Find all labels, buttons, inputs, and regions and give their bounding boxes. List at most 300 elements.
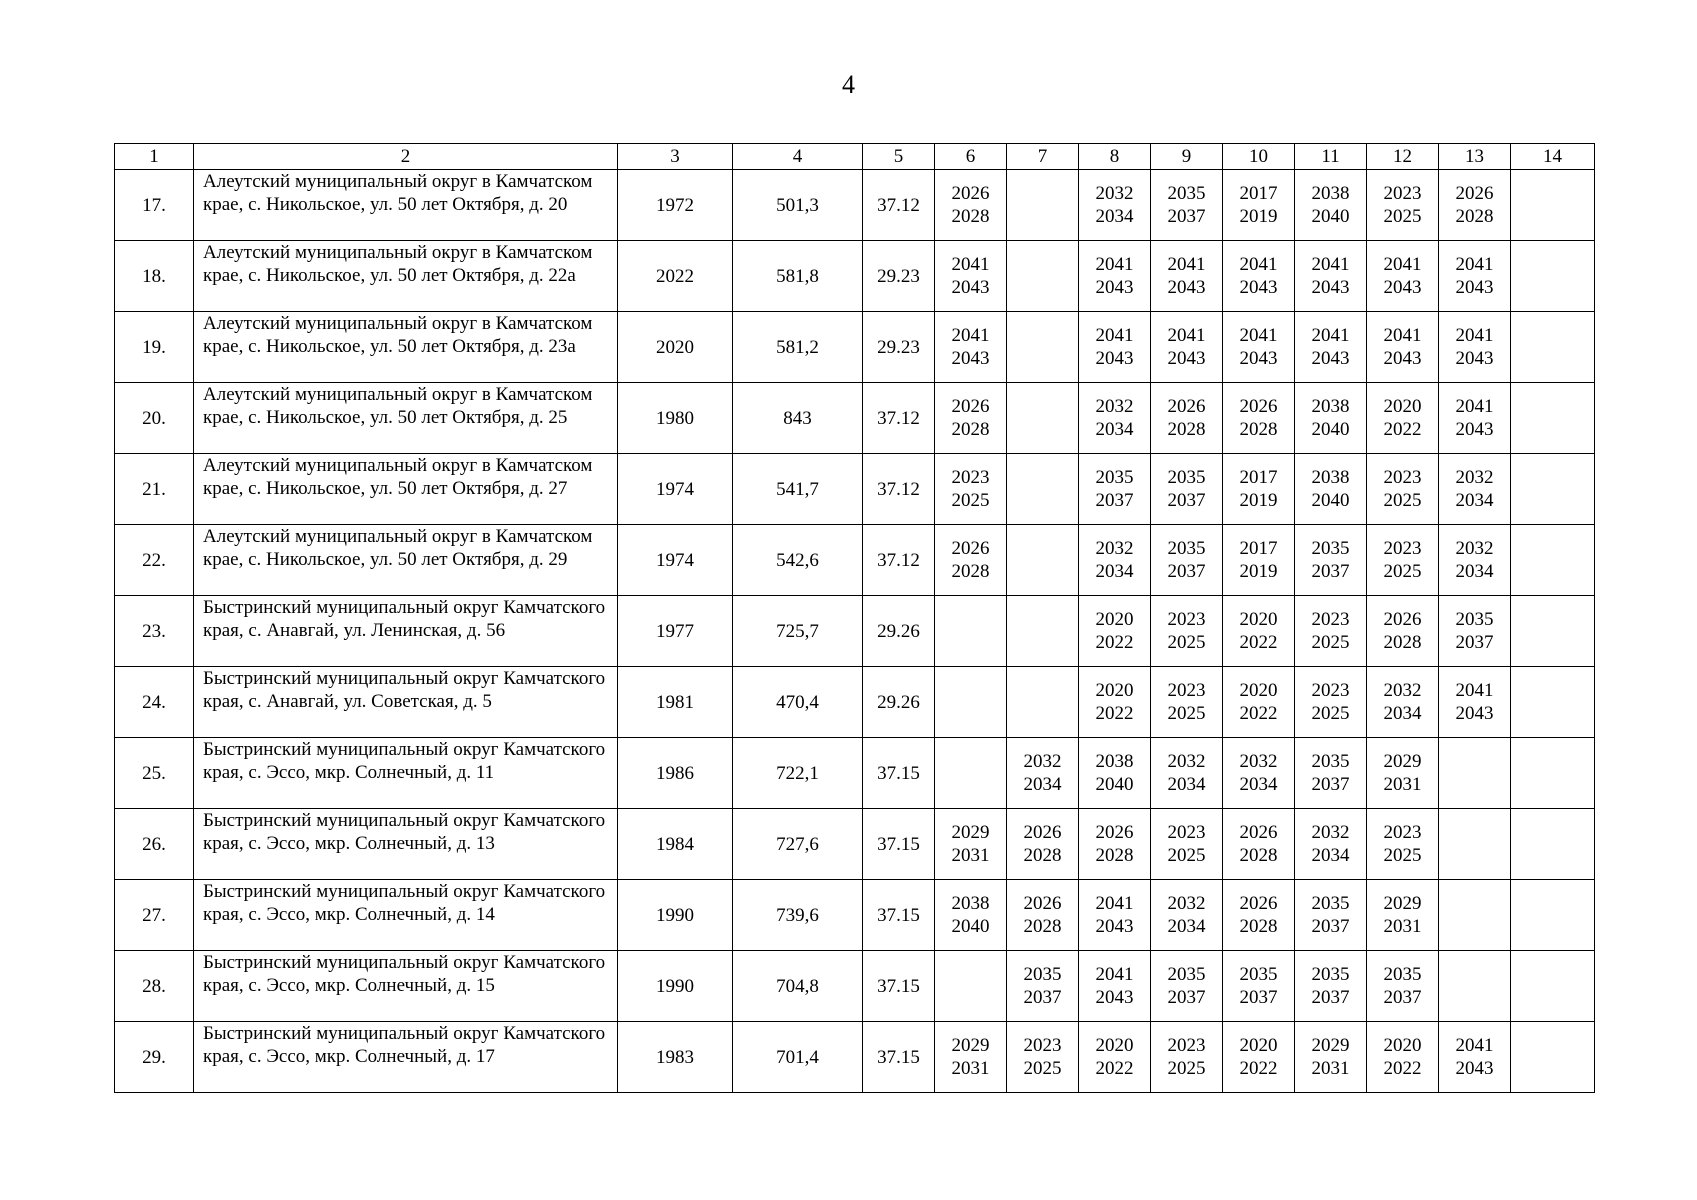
column-number: 5 — [863, 144, 935, 170]
period-cell — [1367, 951, 1439, 1022]
period-cell — [1439, 454, 1511, 525]
period-start-year: 2035 — [1455, 609, 1494, 630]
period-cell — [1223, 383, 1295, 454]
year-built-cell: 1977 — [618, 596, 733, 667]
period-start-year: 2041 — [1095, 325, 1134, 346]
period-start-year: 2020 — [1239, 1035, 1278, 1056]
period-start-year: 2038 — [1311, 396, 1350, 417]
year-built-cell: 1974 — [618, 454, 733, 525]
column-number: 7 — [1007, 144, 1079, 170]
code-cell: 37.15 — [863, 880, 935, 951]
period-end-year: 2037 — [1095, 490, 1134, 511]
table-row — [115, 383, 1595, 454]
period-end-year: 2022 — [1095, 703, 1134, 724]
period-end-year: 2037 — [1167, 206, 1206, 227]
period-cell — [1007, 454, 1079, 525]
period-end-year: 2019 — [1239, 490, 1278, 511]
period-end-year: 2043 — [1239, 277, 1278, 298]
year-built-cell: 1980 — [618, 383, 733, 454]
table-body — [115, 144, 1595, 1093]
period-cell — [1439, 738, 1511, 809]
period-end-year: 2034 — [1095, 561, 1134, 582]
period-start-year: 2041 — [1167, 325, 1206, 346]
table-row — [115, 525, 1595, 596]
period-end-year: 2025 — [1383, 490, 1422, 511]
period-cell — [1295, 1022, 1367, 1093]
period-end-year: 2043 — [1383, 277, 1422, 298]
period-end-year: 2028 — [1023, 845, 1062, 866]
year-built-cell: 1974 — [618, 525, 733, 596]
period-end-year: 2025 — [1167, 1058, 1206, 1079]
period-start-year: 2026 — [1023, 893, 1062, 914]
period-end-year: 2028 — [1239, 419, 1278, 440]
period-end-year: 2043 — [1095, 987, 1134, 1008]
period-cell — [1295, 667, 1367, 738]
period-end-year: 2022 — [1095, 1058, 1134, 1079]
period-end-year: 2028 — [1239, 916, 1278, 937]
period-cell — [1439, 383, 1511, 454]
period-cell — [1151, 454, 1223, 525]
period-end-year: 2037 — [1167, 561, 1206, 582]
period-cell — [1439, 951, 1511, 1022]
period-cell — [1511, 454, 1595, 525]
column-number: 3 — [618, 144, 733, 170]
period-start-year: 2032 — [1095, 183, 1134, 204]
column-number: 8 — [1079, 144, 1151, 170]
period-start-year: 2029 — [951, 1035, 990, 1056]
table-row — [115, 1022, 1595, 1093]
table-row — [115, 454, 1595, 525]
period-cell — [1367, 596, 1439, 667]
period-start-year: 2032 — [1167, 751, 1206, 772]
period-end-year: 2037 — [1023, 987, 1062, 1008]
period-end-year: 2043 — [1239, 348, 1278, 369]
period-end-year: 2043 — [1383, 348, 1422, 369]
period-start-year: 2041 — [951, 325, 990, 346]
period-start-year: 2023 — [1383, 467, 1422, 488]
period-start-year: 2023 — [1023, 1035, 1062, 1056]
period-cell — [1439, 1022, 1511, 1093]
period-cell — [1151, 951, 1223, 1022]
period-cell — [1079, 170, 1151, 241]
period-start-year: 2026 — [1239, 893, 1278, 914]
row-number-cell: 26. — [115, 809, 194, 880]
area-cell: 843 — [733, 383, 863, 454]
period-start-year: 2023 — [1383, 538, 1422, 559]
period-cell — [1367, 667, 1439, 738]
row-number-cell: 19. — [115, 312, 194, 383]
period-start-year: 2032 — [1455, 538, 1494, 559]
period-end-year: 2028 — [1167, 419, 1206, 440]
period-cell — [1439, 170, 1511, 241]
period-start-year: 2017 — [1239, 183, 1278, 204]
period-start-year: 2023 — [951, 467, 990, 488]
period-end-year: 2025 — [1383, 845, 1422, 866]
year-built-cell: 1990 — [618, 951, 733, 1022]
period-start-year: 2041 — [1167, 254, 1206, 275]
code-cell: 29.23 — [863, 312, 935, 383]
row-number-cell: 20. — [115, 383, 194, 454]
period-end-year: 2022 — [1095, 632, 1134, 653]
period-cell — [1511, 241, 1595, 312]
area-cell: 725,7 — [733, 596, 863, 667]
period-start-year: 2023 — [1383, 822, 1422, 843]
area-cell: 701,4 — [733, 1022, 863, 1093]
period-start-year: 2035 — [1167, 964, 1206, 985]
period-cell — [1511, 951, 1595, 1022]
period-cell — [1223, 1022, 1295, 1093]
period-cell — [1367, 454, 1439, 525]
period-cell — [1151, 1022, 1223, 1093]
period-cell — [935, 170, 1007, 241]
year-built-cell: 1972 — [618, 170, 733, 241]
period-cell — [1151, 525, 1223, 596]
period-cell — [1439, 525, 1511, 596]
address-cell: Быстринский муниципальный округ Камчатского края, с. Анавгай, ул. Советская, д. 5 — [194, 667, 618, 738]
period-end-year: 2043 — [1311, 348, 1350, 369]
period-end-year: 2043 — [1167, 348, 1206, 369]
period-end-year: 2022 — [1383, 419, 1422, 440]
period-cell — [1079, 667, 1151, 738]
period-start-year: 2035 — [1311, 964, 1350, 985]
repair-schedule-table — [114, 143, 1595, 1093]
code-cell: 37.12 — [863, 454, 935, 525]
period-end-year: 2022 — [1239, 703, 1278, 724]
code-cell: 37.12 — [863, 170, 935, 241]
period-cell — [1079, 880, 1151, 951]
period-end-year: 2034 — [1023, 774, 1062, 795]
period-end-year: 2043 — [1095, 277, 1134, 298]
period-end-year: 2037 — [1311, 916, 1350, 937]
period-start-year: 2023 — [1311, 609, 1350, 630]
address-cell: Быстринский муниципальный округ Камчатского края, с. Эссо, мкр. Солнечный, д. 11 — [194, 738, 618, 809]
period-end-year: 2043 — [951, 348, 990, 369]
period-start-year: 2023 — [1383, 183, 1422, 204]
table-row — [115, 951, 1595, 1022]
period-cell — [1511, 525, 1595, 596]
period-cell — [1151, 312, 1223, 383]
year-built-cell: 1986 — [618, 738, 733, 809]
column-number: 6 — [935, 144, 1007, 170]
period-cell — [1295, 454, 1367, 525]
period-end-year: 2043 — [1455, 348, 1494, 369]
period-end-year: 2022 — [1239, 632, 1278, 653]
period-cell — [1295, 596, 1367, 667]
row-number-cell: 22. — [115, 525, 194, 596]
period-end-year: 2034 — [1455, 490, 1494, 511]
period-end-year: 2028 — [951, 206, 990, 227]
period-end-year: 2043 — [1311, 277, 1350, 298]
period-start-year: 2032 — [1095, 538, 1134, 559]
table-row — [115, 667, 1595, 738]
period-end-year: 2043 — [1095, 916, 1134, 937]
period-start-year: 2020 — [1095, 680, 1134, 701]
period-end-year: 2037 — [1311, 774, 1350, 795]
period-start-year: 2026 — [951, 538, 990, 559]
area-cell: 581,8 — [733, 241, 863, 312]
period-cell — [1223, 951, 1295, 1022]
period-end-year: 2034 — [1239, 774, 1278, 795]
address-cell: Алеутский муниципальный округ в Камчатском крае, с. Никольское, ул. 50 лет Октября, д. 25 — [194, 383, 618, 454]
period-start-year: 2029 — [1383, 751, 1422, 772]
period-cell — [1007, 170, 1079, 241]
code-cell: 29.23 — [863, 241, 935, 312]
period-end-year: 2034 — [1095, 419, 1134, 440]
period-cell — [935, 525, 1007, 596]
period-start-year: 2041 — [1311, 254, 1350, 275]
period-start-year: 2041 — [1095, 893, 1134, 914]
period-cell — [1367, 880, 1439, 951]
period-cell — [1151, 170, 1223, 241]
period-cell — [1295, 312, 1367, 383]
period-start-year: 2041 — [1455, 680, 1494, 701]
period-end-year: 2025 — [1383, 206, 1422, 227]
area-cell: 722,1 — [733, 738, 863, 809]
period-end-year: 2037 — [1167, 987, 1206, 1008]
period-cell — [1007, 809, 1079, 880]
period-cell — [935, 383, 1007, 454]
period-start-year: 2035 — [1239, 964, 1278, 985]
code-cell: 37.15 — [863, 1022, 935, 1093]
period-cell — [1223, 809, 1295, 880]
area-cell: 542,6 — [733, 525, 863, 596]
period-cell — [1007, 951, 1079, 1022]
period-end-year: 2040 — [1311, 419, 1350, 440]
period-start-year: 2032 — [1239, 751, 1278, 772]
column-number: 2 — [194, 144, 618, 170]
period-end-year: 2028 — [1455, 206, 1494, 227]
period-start-year: 2020 — [1239, 680, 1278, 701]
period-start-year: 2032 — [1023, 751, 1062, 772]
code-cell: 37.12 — [863, 383, 935, 454]
period-end-year: 2040 — [1311, 490, 1350, 511]
row-number-cell: 25. — [115, 738, 194, 809]
period-end-year: 2028 — [1095, 845, 1134, 866]
period-start-year: 2020 — [1383, 1035, 1422, 1056]
period-cell — [1079, 738, 1151, 809]
year-built-cell: 1990 — [618, 880, 733, 951]
table-row — [115, 880, 1595, 951]
period-end-year: 2025 — [1311, 703, 1350, 724]
period-cell — [1079, 454, 1151, 525]
row-number-cell: 27. — [115, 880, 194, 951]
row-number-cell: 24. — [115, 667, 194, 738]
period-cell — [1367, 170, 1439, 241]
period-end-year: 2031 — [951, 845, 990, 866]
period-cell — [935, 809, 1007, 880]
period-end-year: 2028 — [951, 419, 990, 440]
period-end-year: 2040 — [1095, 774, 1134, 795]
period-cell — [1007, 738, 1079, 809]
period-end-year: 2043 — [1455, 277, 1494, 298]
column-number: 12 — [1367, 144, 1439, 170]
period-cell — [1223, 525, 1295, 596]
period-start-year: 2032 — [1311, 822, 1350, 843]
period-cell — [1295, 525, 1367, 596]
column-number: 4 — [733, 144, 863, 170]
period-cell — [935, 667, 1007, 738]
period-cell — [1511, 880, 1595, 951]
year-built-cell: 2020 — [618, 312, 733, 383]
period-start-year: 2035 — [1167, 467, 1206, 488]
period-start-year: 2023 — [1167, 822, 1206, 843]
period-start-year: 2017 — [1239, 467, 1278, 488]
period-cell — [1223, 241, 1295, 312]
column-number: 13 — [1439, 144, 1511, 170]
period-cell — [1223, 596, 1295, 667]
period-cell — [1367, 525, 1439, 596]
period-cell — [1511, 312, 1595, 383]
period-cell — [935, 880, 1007, 951]
period-start-year: 2026 — [1239, 396, 1278, 417]
column-number: 9 — [1151, 144, 1223, 170]
period-cell — [1367, 241, 1439, 312]
period-start-year: 2029 — [951, 822, 990, 843]
period-end-year: 2028 — [1023, 916, 1062, 937]
period-cell — [1079, 383, 1151, 454]
period-start-year: 2035 — [1311, 751, 1350, 772]
row-number-cell: 23. — [115, 596, 194, 667]
address-cell: Быстринский муниципальный округ Камчатского края, с. Эссо, мкр. Солнечный, д. 13 — [194, 809, 618, 880]
period-cell — [1295, 241, 1367, 312]
period-cell — [1151, 596, 1223, 667]
period-cell — [935, 241, 1007, 312]
column-number: 14 — [1511, 144, 1595, 170]
area-cell: 470,4 — [733, 667, 863, 738]
year-built-cell: 1983 — [618, 1022, 733, 1093]
period-start-year: 2035 — [1023, 964, 1062, 985]
row-number-cell: 21. — [115, 454, 194, 525]
period-start-year: 2035 — [1311, 538, 1350, 559]
period-start-year: 2023 — [1311, 680, 1350, 701]
period-cell — [1007, 312, 1079, 383]
period-end-year: 2034 — [1167, 774, 1206, 795]
period-cell — [1007, 241, 1079, 312]
period-cell — [1007, 1022, 1079, 1093]
period-start-year: 2020 — [1383, 396, 1422, 417]
address-cell: Быстринский муниципальный округ Камчатского края, с. Эссо, мкр. Солнечный, д. 17 — [194, 1022, 618, 1093]
period-cell — [1511, 1022, 1595, 1093]
period-cell — [1079, 1022, 1151, 1093]
column-number: 11 — [1295, 144, 1367, 170]
period-end-year: 2025 — [951, 490, 990, 511]
period-start-year: 2029 — [1383, 893, 1422, 914]
period-cell — [1439, 880, 1511, 951]
period-start-year: 2035 — [1167, 183, 1206, 204]
period-cell — [1223, 880, 1295, 951]
period-end-year: 2025 — [1023, 1058, 1062, 1079]
period-cell — [1079, 809, 1151, 880]
period-start-year: 2026 — [1239, 822, 1278, 843]
period-cell — [935, 738, 1007, 809]
period-start-year: 2041 — [1095, 254, 1134, 275]
period-cell — [1151, 241, 1223, 312]
period-end-year: 2031 — [1383, 774, 1422, 795]
page-number: 4 — [842, 70, 855, 99]
period-start-year: 2023 — [1167, 1035, 1206, 1056]
period-end-year: 2043 — [951, 277, 990, 298]
period-end-year: 2019 — [1239, 561, 1278, 582]
period-cell — [1079, 525, 1151, 596]
table-row — [115, 738, 1595, 809]
period-start-year: 2035 — [1095, 467, 1134, 488]
code-cell: 37.15 — [863, 951, 935, 1022]
period-cell — [1295, 383, 1367, 454]
period-start-year: 2026 — [1383, 609, 1422, 630]
period-start-year: 2035 — [1311, 893, 1350, 914]
table-row — [115, 170, 1595, 241]
area-cell: 739,6 — [733, 880, 863, 951]
period-start-year: 2032 — [1167, 893, 1206, 914]
period-cell — [1007, 880, 1079, 951]
address-cell: Алеутский муниципальный округ в Камчатском крае, с. Никольское, ул. 50 лет Октября, д. 20 — [194, 170, 618, 241]
address-cell: Алеутский муниципальный округ в Камчатском крае, с. Никольское, ул. 50 лет Октября, д. 22а — [194, 241, 618, 312]
period-cell — [1367, 383, 1439, 454]
period-start-year: 2041 — [951, 254, 990, 275]
period-cell — [1511, 667, 1595, 738]
address-cell: Алеутский муниципальный округ в Камчатском крае, с. Никольское, ул. 50 лет Октября, д. 29 — [194, 525, 618, 596]
year-built-cell: 1984 — [618, 809, 733, 880]
period-cell — [935, 596, 1007, 667]
period-cell — [1151, 667, 1223, 738]
area-cell: 581,2 — [733, 312, 863, 383]
period-cell — [1151, 809, 1223, 880]
period-cell — [1511, 738, 1595, 809]
period-cell — [1079, 596, 1151, 667]
table-row — [115, 809, 1595, 880]
period-cell — [1367, 738, 1439, 809]
period-start-year: 2038 — [1095, 751, 1134, 772]
period-end-year: 2019 — [1239, 206, 1278, 227]
period-end-year: 2034 — [1167, 916, 1206, 937]
period-end-year: 2034 — [1383, 703, 1422, 724]
period-start-year: 2026 — [951, 396, 990, 417]
row-number-cell: 17. — [115, 170, 194, 241]
period-cell — [1511, 383, 1595, 454]
period-start-year: 2023 — [1167, 609, 1206, 630]
code-cell: 37.15 — [863, 738, 935, 809]
year-built-cell: 2022 — [618, 241, 733, 312]
period-end-year: 2043 — [1167, 277, 1206, 298]
code-cell: 37.12 — [863, 525, 935, 596]
period-cell — [935, 312, 1007, 383]
period-end-year: 2040 — [951, 916, 990, 937]
period-start-year: 2032 — [1455, 467, 1494, 488]
period-start-year: 2035 — [1383, 964, 1422, 985]
period-cell — [1511, 809, 1595, 880]
period-start-year: 2041 — [1239, 254, 1278, 275]
period-cell — [1511, 170, 1595, 241]
period-end-year: 2037 — [1383, 987, 1422, 1008]
period-start-year: 2041 — [1311, 325, 1350, 346]
period-end-year: 2028 — [1239, 845, 1278, 866]
column-number-row — [115, 144, 1595, 170]
period-cell — [1367, 1022, 1439, 1093]
period-cell — [935, 1022, 1007, 1093]
period-end-year: 2037 — [1311, 987, 1350, 1008]
period-start-year: 2038 — [1311, 467, 1350, 488]
period-end-year: 2037 — [1455, 632, 1494, 653]
period-cell — [1439, 312, 1511, 383]
period-start-year: 2023 — [1167, 680, 1206, 701]
period-end-year: 2025 — [1311, 632, 1350, 653]
table-row — [115, 596, 1595, 667]
period-start-year: 2038 — [1311, 183, 1350, 204]
period-start-year: 2026 — [1455, 183, 1494, 204]
period-cell — [1439, 596, 1511, 667]
period-cell — [1007, 667, 1079, 738]
area-cell: 541,7 — [733, 454, 863, 525]
